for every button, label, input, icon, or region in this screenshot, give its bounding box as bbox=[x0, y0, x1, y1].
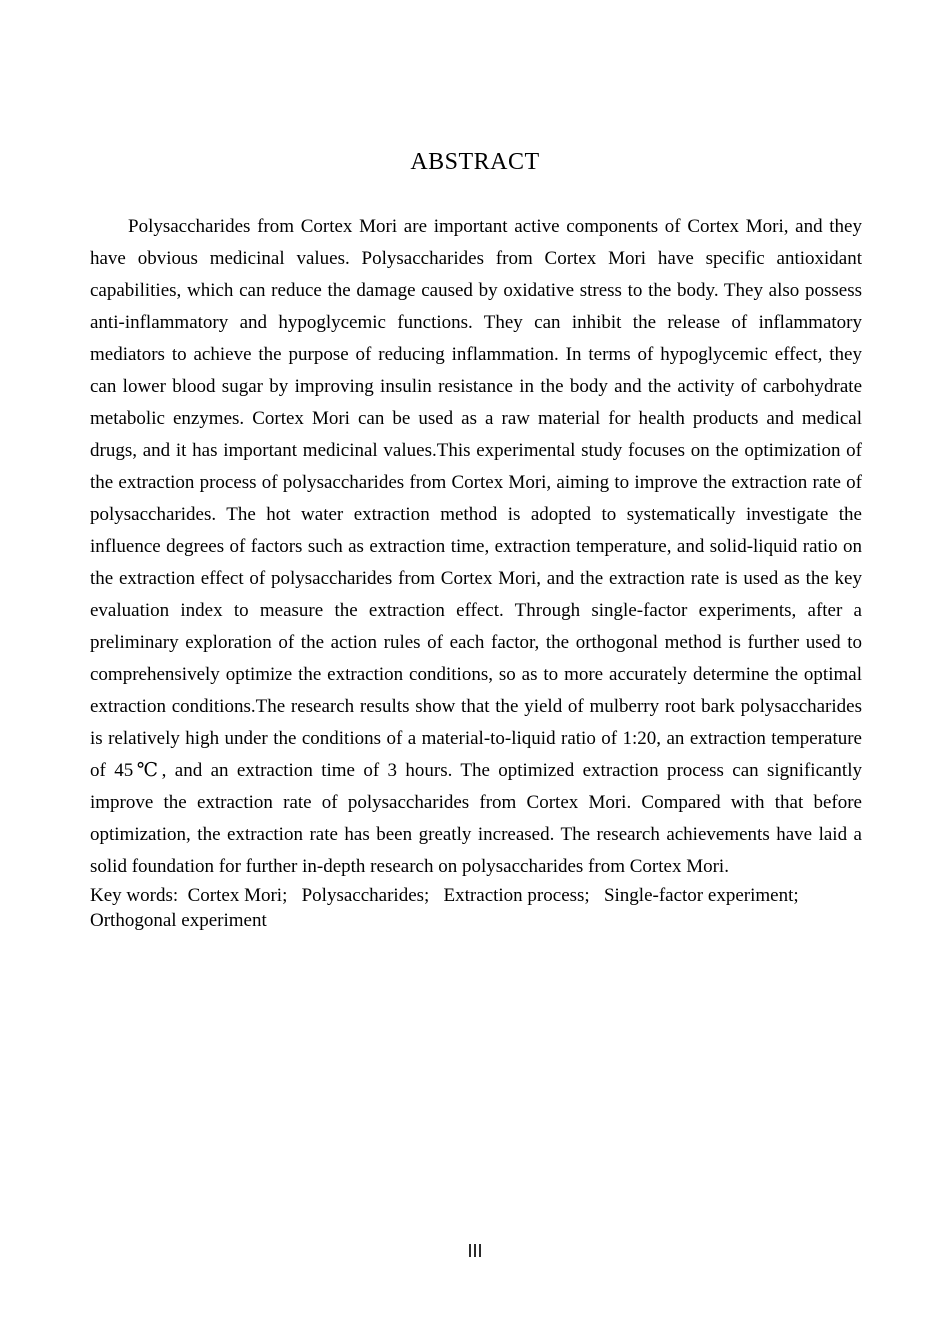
keywords-section bbox=[90, 883, 862, 933]
page-number: III bbox=[467, 1241, 483, 1261]
keywords-line-1: Key words: Cortex Mori; Polysaccharides; Extraction process; Single-factor experiment; bbox=[90, 885, 799, 906]
keywords-line-2: Orthogonal experiment bbox=[90, 910, 267, 931]
abstract-title: ABSTRACT bbox=[410, 149, 540, 175]
abstract-paragraph: Polysaccharides from Cortex Mori are important active components of Cortex Mori, and they have obvious medicinal values. Polysaccharides from Cortex Mori have specific antioxidant capabilities, which can reduce the damage caused by oxidative stress to the body. They also possess anti-inflammatory and hypoglycemic functions. They can inhibit the release of inflammatory mediators to achieve the purpose of reducing inflammation. In terms of hypoglycemic effect, they can lower blood sugar by improving insulin resistance in the body and the activity of carbohydrate metabolic enzymes. Cortex Mori can be used as a raw material for health products and medical drugs, and it has important medicinal values.This experimental study focuses on the optimization of the extraction process of polysaccharides from Cortex Mori, aiming to improve the extraction rate of polysaccharides. The hot water extraction method is adopted to systematically investigate the influence degrees of factors such as extraction time, extraction temperature, and solid-liquid ratio on the extraction effect of polysaccharides from Cortex Mori, and the extraction rate is used as the key evaluation index to measure the extraction effect. Through single-factor experiments, after a preliminary exploration of the action rules of each factor, the orthogonal method is further used to comprehensively optimize the extraction conditions, so as to more accurately determine the optimal extraction conditions.The research results show that the yield of mulberry root bark polysaccharides is relatively high under the conditions of a material-to-liquid ratio of 1:20, an extraction temperature of 45℃, and an extraction time of 3 hours. The optimized extraction process can significantly improve the extraction rate of polysaccharides from Cortex Mori. Compared with that before optimization, the extraction rate has been greatly increased. The research achievements have laid a solid foundation for further in-depth research on polysaccharides from Cortex Mori. bbox=[90, 216, 862, 877]
